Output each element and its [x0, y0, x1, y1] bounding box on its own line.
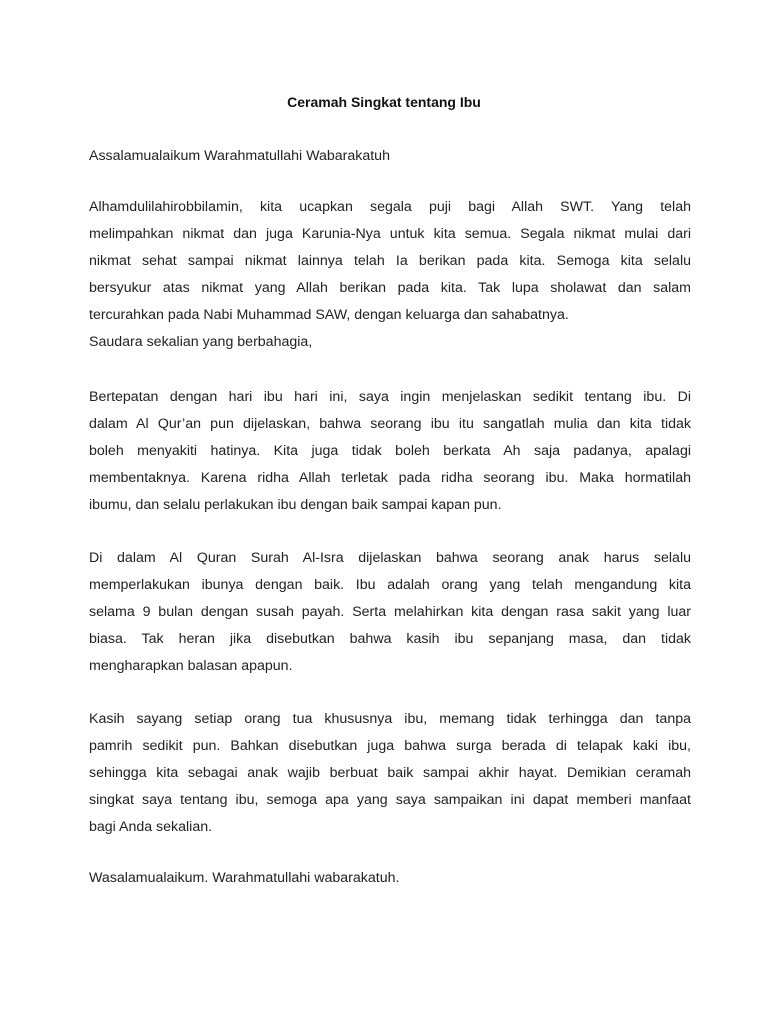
text-line: memperlakukan ibunya dengan baik. Ibu adalah orang yang telah mengandung kita: [89, 577, 691, 593]
text-line: singkat saya tentang ibu, semoga apa yang saya sampaikan ini dapat memberi manfaat: [89, 792, 691, 808]
text-line: boleh menyakiti hatinya. Kita juga tidak boleh berkata Ah saja padanya, apalagi: [89, 443, 691, 459]
paragraph-mother-day: [89, 384, 691, 519]
text-line: Di dalam Al Quran Surah Al-Isra dijelaskan bahwa seorang anak harus selalu: [89, 550, 691, 566]
address-line: Saudara sekalian yang berbahagia,: [89, 334, 313, 350]
text-line: sehingga kita sebagai anak wajib berbuat baik sampai akhir hayat. Demikian ceramah: [89, 765, 691, 781]
text-line: dalam Al Qur’an pun dijelaskan, bahwa seorang ibu itu sangatlah mulia dan kita tidak: [89, 416, 691, 432]
text-line: tercurahkan pada Nabi Muhammad SAW, dengan keluarga dan sahabatnya.: [89, 307, 569, 323]
text-line: Bertepatan dengan hari ibu hari ini, saya ingin menjelaskan sedikit tentang ibu. Di: [89, 389, 691, 405]
closing-text: Wasalamualaikum. Warahmatullahi wabarakatuh.: [89, 870, 400, 886]
text-line: selama 9 bulan dengan susah payah. Serta melahirkan kita dengan rasa sakit yang luar: [89, 604, 691, 620]
text-line: biasa. Tak heran jika disebutkan bahwa kasih ibu sepanjang masa, dan tidak: [89, 631, 691, 647]
text-line: melimpahkan nikmat dan juga Karunia-Nya untuk kita semua. Segala nikmat mulai dari: [89, 226, 691, 242]
text-line: membentaknya. Karena ridha Allah terletak pada ridha seorang ibu. Maka hormatilah: [89, 470, 691, 486]
greeting-text: Assalamualaikum Warahmatullahi Wabarakatuh: [89, 148, 390, 164]
document-title: Ceramah Singkat tentang Ibu: [287, 94, 481, 110]
closing: [89, 865, 691, 892]
paragraph-al-isra: [89, 545, 691, 680]
text-line: pamrih sedikit pun. Bahkan disebutkan juga bahwa surga berada di telapak kaki ibu,: [89, 738, 691, 754]
text-line: mengharapkan balasan apapun.: [89, 658, 293, 674]
paragraph-conclusion: [89, 706, 691, 841]
text-line: bersyukur atas nikmat yang Allah berikan pada kita. Tak lupa sholawat dan salam: [89, 280, 691, 296]
paragraph-opening: [89, 194, 691, 356]
text-line: ibumu, dan selalu perlakukan ibu dengan baik sampai kapan pun.: [89, 497, 502, 513]
text-line: bagi Anda sekalian.: [89, 819, 213, 835]
text-line: Kasih sayang setiap orang tua khususnya ibu, memang tidak terhingga dan tanpa: [89, 711, 691, 727]
text-line: Alhamdulilahirobbilamin, kita ucapkan segala puji bagi Allah SWT. Yang telah: [89, 199, 691, 215]
text-line: nikmat sehat sampai nikmat lainnya telah Ia berikan pada kita. Semoga kita selalu: [89, 253, 691, 269]
greeting: [89, 143, 691, 170]
